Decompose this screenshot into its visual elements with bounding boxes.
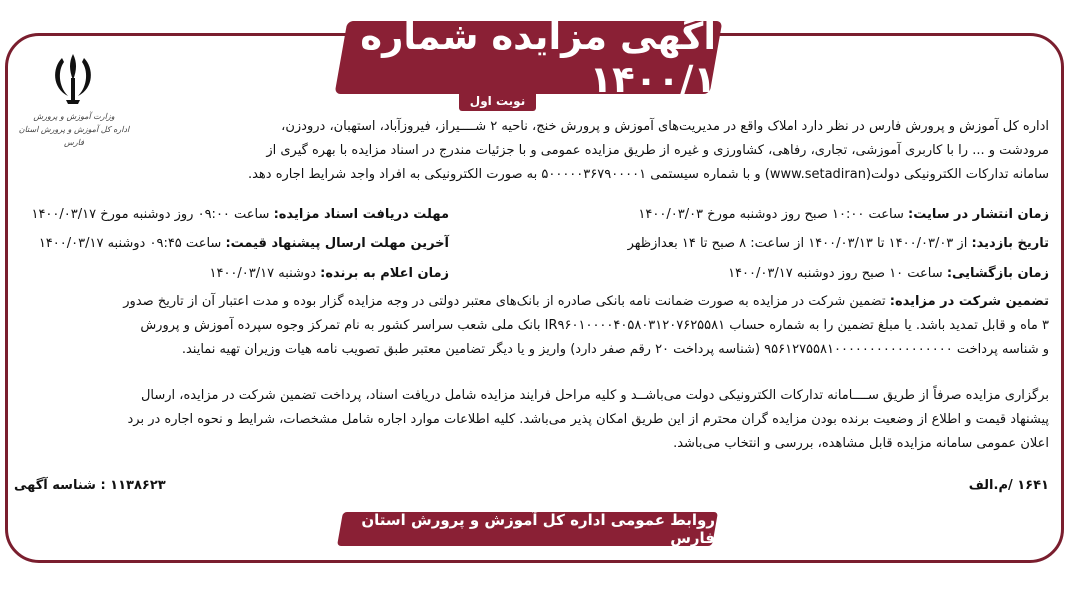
docs-label: مهلت دریافت اسناد مزایده: <box>273 207 449 222</box>
round-badge: نوبت اول <box>459 91 536 111</box>
winner-value: دوشنبه ۱۴۰۰/۰۳/۱۷ <box>209 266 317 281</box>
ad-id: ۱۱۳۸۶۲۳ : شناسه آگهی <box>14 478 166 493</box>
visit-label: تاریخ بازدید: <box>971 236 1049 251</box>
guarantee-paragraph <box>19 290 1049 362</box>
opening-value: ساعت ۱۰ صبح روز دوشنبه ۱۴۰۰/۰۳/۱۷ <box>728 266 943 281</box>
opening-time <box>728 262 1049 286</box>
footer-banner <box>340 512 715 546</box>
footer-text: روابط عمومی اداره کل آموزش و پرورش استان فارس <box>361 511 715 547</box>
guarantee-line: و شناسه پرداخت ۹۵۶۱۲۷۵۵۸۱۰۰۰۰۰۰۰۰۰۰۰۰۰۰۰۰۰ (شناسه پرداخت ۲۰ رقم صفر دارد) واریز و یا دیگر تضامین معتبر طبق تصویب نامه هیات وزیران تهیه نمایند. <box>181 342 1049 357</box>
guarantee-line: ۳ ماه و قابل تمدید باشد. یا مبلغ تضمین را به شماره حساب IR۹۶۰۱۰۰۰۰۴۰۵۸۰۳۱۲۰۷۶۲۵۵۸۱ بانک ملی شعب سراسر کشور به نام تمرکز وجوه سپرده آموزش و پرورش <box>140 318 1049 333</box>
ministry-line2: اداره کل آموزش و پرورش استان فارس <box>18 125 130 147</box>
visit-value: از ۱۴۰۰/۰۳/۰۳ تا ۱۴۰۰/۰۳/۱۳ از ساعت: ۸ صبح تا ۱۴ بعدازظهر <box>627 236 968 251</box>
intro-line: مرودشت و ... را با کاربری آموزشی، تجاری، رفاهی، کشاورزی و غیره از طریق مزایده عمومی و با جزئیات مندرج در اسناد مزایده با بهره گیری از <box>266 143 1049 158</box>
intro-paragraph <box>114 115 1049 187</box>
notice-reference: ۱۶۴۱ /م.الف <box>968 478 1049 493</box>
publish-value: ساعت ۱۰:۰۰ صبح روز دوشنبه مورخ ۱۴۰۰/۰۳/۰۳ <box>638 207 904 222</box>
publish-label: زمان انتشار در سایت: <box>908 207 1049 222</box>
visit-date <box>628 232 1049 256</box>
winner-label: زمان اعلام به برنده: <box>320 266 449 281</box>
docs-value: ساعت ۰۹:۰۰ روز دوشنبه مورخ ۱۴۰۰/۰۳/۱۷ <box>31 207 270 222</box>
intro-line: سامانه تدارکات الکترونیکی دولت(www.setadiran) و با شماره سیستمی ۵۰۰۰۰۰۳۶۷۹۰۰۰۰۱ به صورت الکترونیکی به افراد واجد شرایط اجاره دهد. <box>247 167 1049 182</box>
ministry-line1: وزارت آموزش و پرورش <box>33 112 115 121</box>
guarantee-line: تضمین شرکت در مزایده: تضمین شرکت در مزایده به صورت ضمانت نامه بانکی صادره از بانک‌های معتبر دولتی در وجه مزایده گزار بوده و مدت اعتبار آن از تاریخ صدور <box>123 294 1049 309</box>
bid-deadline <box>39 232 449 256</box>
bid-label: آخرین مهلت ارسال پیشنهاد قیمت: <box>225 236 449 251</box>
winner-announce <box>209 262 449 286</box>
process-line: اعلان عمومی سامانه مزایده قابل مشاهده، بررسی و انتخاب می‌باشد. <box>673 436 1049 451</box>
docs-deadline <box>31 203 449 227</box>
iran-emblem-icon <box>42 50 104 106</box>
publish-time <box>638 203 1049 227</box>
process-line: پیشنهاد قیمت و اطلاع از وضعیت برنده بودن مزایده گران محترم از این طریق امکان پذیر می‌باشد. کلیه اطلاعات موارد اجاره شامل مشخصات، شرایط و نحوه اجاره در برد <box>127 412 1049 427</box>
guarantee-label: تضمین شرکت در مزایده: <box>889 294 1049 309</box>
process-line: برگزاری مزایده صرفاً از طریق ســــامانه تدارکات الکترونیکی دولت می‌باشــد و کلیه مراحل فرایند مزایده شامل دریافت اسناد، پرداخت تضمین شرکت در مزایده، ارسال <box>140 388 1049 403</box>
bid-value: ساعت ۰۹:۴۵ دوشنبه ۱۴۰۰/۰۳/۱۷ <box>38 236 222 251</box>
notice-title: آگهی مزایده شماره ۱۴۰۰/۱ <box>360 14 716 101</box>
opening-label: زمان بازگشایی: <box>946 266 1049 281</box>
intro-line: اداره کل آموزش و پرورش فارس در نظر دارد املاک واقع در مدیریت‌های آموزش و پرورش خنج، ناحیه ۲ شــــیراز، فیروزآباد، استهبان، درودزن، <box>281 119 1049 134</box>
process-paragraph <box>19 384 1049 456</box>
